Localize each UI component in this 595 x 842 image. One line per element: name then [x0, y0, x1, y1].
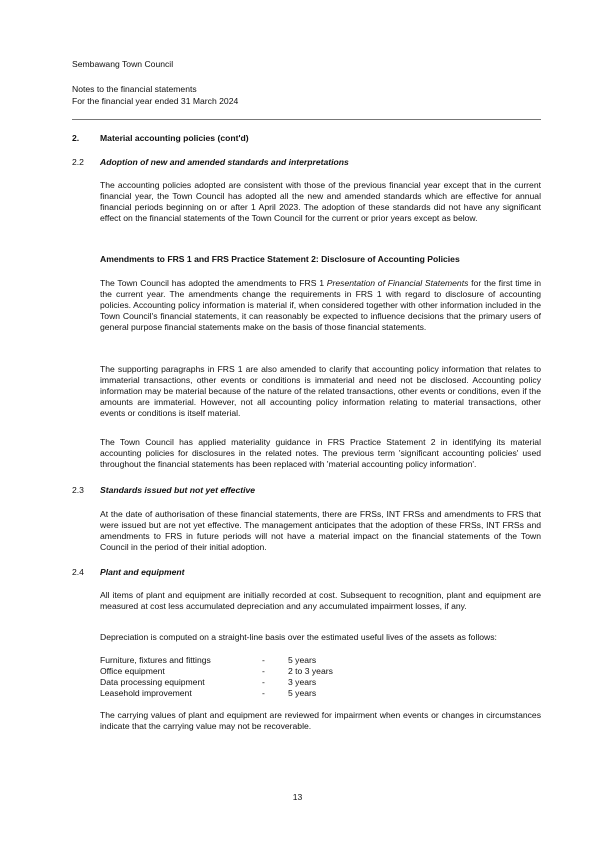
subsection-2-2-title: Adoption of new and amended standards and interpretations: [100, 157, 349, 167]
subsection-2-4-paragraph-1: All items of plant and equipment are initially recorded at cost. Subsequent to recognition, plant and equipment are measured at cost less accumulated depreciation and any accumulated impairment losses, if any.: [100, 590, 541, 612]
header-divider: [72, 119, 541, 120]
section-number: 2.: [72, 133, 80, 143]
subsection-2-2-number: 2.2: [72, 157, 84, 167]
page-number: 13: [292, 792, 303, 802]
asset-class: Data processing equipment: [100, 677, 205, 687]
subsection-2-2-paragraph-4: The Town Council has applied materiality guidance in FRS Practice Statement 2 in identifying its material accounting policies for disclosures in the related notes. The previous term 'significant accounting policies' used throughout the financial statements has been replaced with 'material accounting policy information'.: [100, 437, 541, 470]
dash: -: [262, 666, 265, 676]
organisation-name: Sembawang Town Council: [72, 59, 174, 69]
dash: -: [262, 677, 265, 687]
subsection-2-3-title: Standards issued but not yet effective: [100, 485, 256, 495]
subsection-2-2-paragraph-2: The Town Council has adopted the amendments to FRS 1 Presentation of Financial Statements for the first time in the current year. The amendments change the requirements in FRS 1 with regard to disclosure of accounting policies. Accounting policy information is material if, when considered together with other information included in the Town Council's financial statements, it can reasonably be expected to influence decisions that the primary users of general purpose financial statements make on the basis of those financial statements.: [100, 278, 541, 333]
subsection-2-2-paragraph-3: The supporting paragraphs in FRS 1 are also amended to clarify that accounting policy information that relates to immaterial transactions, other events or conditions is immaterial and need not be disclosed. Accounting policy information may be material because of the nature of the related transactions, other events or conditions, even if the amounts are immaterial. However, not all accounting policy information relating to material transactions, other events or conditions is itself material.: [100, 364, 541, 419]
document-title: Notes to the financial statements: [72, 84, 197, 94]
asset-class: Office equipment: [100, 666, 165, 676]
subsection-2-4-title: Plant and equipment: [100, 567, 185, 577]
reporting-period: For the financial year ended 31 March 2024: [72, 96, 239, 106]
dash: -: [262, 655, 265, 665]
dash: -: [262, 688, 265, 698]
asset-class: Furniture, fixtures and fittings: [100, 655, 211, 665]
amendments-subheading: Amendments to FRS 1 and FRS Practice Statement 2: Disclosure of Accounting Policies: [100, 254, 460, 264]
subsection-2-3-number: 2.3: [72, 485, 84, 495]
subsection-2-4-number: 2.4: [72, 567, 84, 577]
section-title: Material accounting policies (cont'd): [100, 133, 249, 143]
useful-life: 5 years: [288, 688, 317, 698]
subsection-2-3-paragraph-1: At the date of authorisation of these financial statements, there are FRSs, INT FRSs and amendments to FRS that were issued but are not yet effective. The management anticipates that the adoption of these FRSs, INT FRSs and amendments to FRS in future periods will not have a material impact on the financial statements of the Town Council in the period of their initial adoption.: [100, 509, 541, 553]
asset-class: Leasehold improvement: [100, 688, 192, 698]
subsection-2-4-paragraph-2: Depreciation is computed on a straight-line basis over the estimated useful lives of the assets as follows:: [100, 632, 497, 642]
useful-life: 2 to 3 years: [288, 666, 333, 676]
subsection-2-4-paragraph-3: The carrying values of plant and equipment are reviewed for impairment when events or changes in circumstances indicate that the carrying value may not be recoverable.: [100, 710, 541, 732]
subsection-2-2-paragraph-1: The accounting policies adopted are consistent with those of the previous financial year except that in the current financial year, the Town Council has adopted all the new and amended standards which are effective for annual financial periods beginning on or after 1 April 2023. The adoption of these standards did not have any significant effect on the financial statements of the Town Council for the current or prior years except as below.: [100, 180, 541, 224]
standard-title-italic: Presentation of Financial Statements: [326, 278, 469, 288]
useful-life: 3 years: [288, 677, 317, 687]
useful-life: 5 years: [288, 655, 317, 665]
